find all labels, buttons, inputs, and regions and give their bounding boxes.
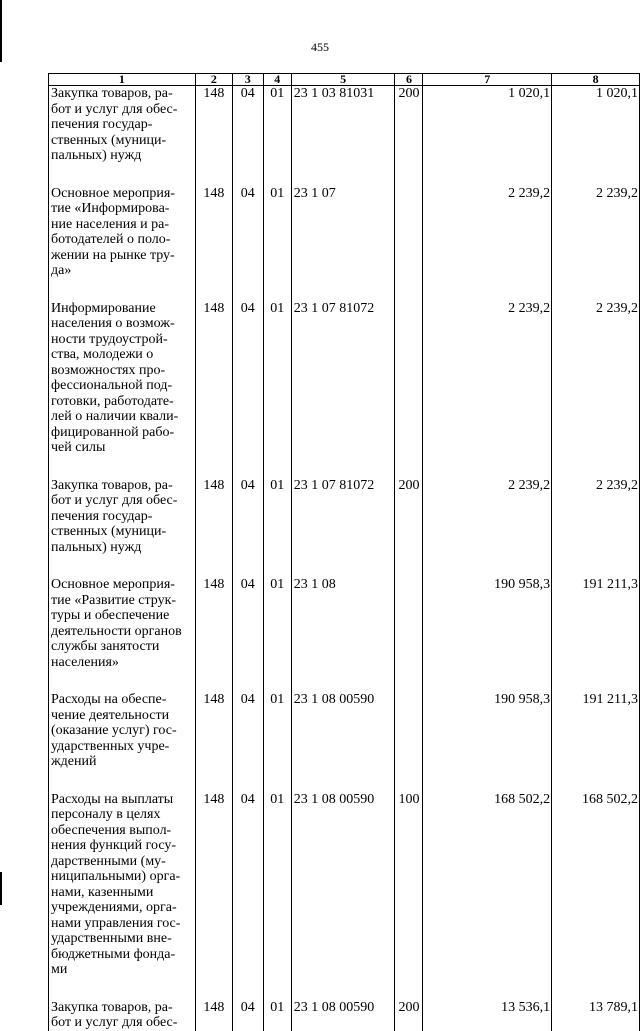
- section-code: 04: [232, 1000, 263, 1031]
- table-row: [49, 301, 640, 478]
- ministry-code: 148: [195, 478, 232, 578]
- amount-year-1: 1 020,1: [423, 86, 552, 186]
- amount-year-2: 1 020,1: [552, 86, 640, 186]
- column-header: 5: [291, 74, 395, 86]
- ministry-code: 148: [195, 301, 232, 478]
- amount-year-1: 2 239,2: [423, 301, 552, 478]
- amount-year-2: 2 239,2: [552, 186, 640, 301]
- target-article-code: 23 1 08 00590: [291, 1000, 395, 1031]
- subsection-code: 01: [263, 1000, 291, 1031]
- subsection-code: 01: [263, 577, 291, 692]
- section-code: 04: [232, 792, 263, 1000]
- table-row: [49, 186, 640, 301]
- left-edge-mark: [0, 872, 2, 905]
- section-code: 04: [232, 301, 263, 478]
- amount-year-2: 191 211,3: [552, 577, 640, 692]
- expense-type-code: 200: [395, 478, 423, 578]
- amount-year-2: 191 211,3: [552, 692, 640, 792]
- target-article-code: 23 1 07: [291, 186, 395, 301]
- table-row: [49, 577, 640, 692]
- ministry-code: 148: [195, 1000, 232, 1031]
- table-row: [49, 1000, 640, 1031]
- column-header: 3: [232, 74, 263, 86]
- target-article-code: 23 1 08 00590: [291, 692, 395, 792]
- header-row: [49, 74, 640, 86]
- amount-year-1: 190 958,3: [423, 692, 552, 792]
- row-name: Информирование населения о возмож- ности трудоустрой- ства, молодежи о возможностях про- фессиональной под- готовки, работодате- лей о наличии квали- фицированной рабо- чей силы: [49, 301, 196, 478]
- row-name: Основное мероприя- тие «Информирова- ние населения и ра- ботодателей о поло- жении на рынке тру- да»: [49, 186, 196, 301]
- page-number: 455: [311, 40, 329, 54]
- expense-type-code: 200: [395, 1000, 423, 1031]
- target-article-code: 23 1 08: [291, 577, 395, 692]
- column-header: 7: [423, 74, 552, 86]
- row-name: Закупка товаров, ра- бот и услуг для обес-: [49, 1000, 196, 1031]
- column-header: 1: [49, 74, 196, 86]
- target-article-code: 23 1 03 81031: [291, 86, 395, 186]
- amount-year-1: 2 239,2: [423, 478, 552, 578]
- ministry-code: 148: [195, 186, 232, 301]
- column-header: 8: [552, 74, 640, 86]
- amount-year-2: 168 502,2: [552, 792, 640, 1000]
- row-name: Закупка товаров, ра- бот и услуг для обес- печения государ- ственных (муници- пальных) нужд: [49, 86, 196, 186]
- section-code: 04: [232, 186, 263, 301]
- amount-year-1: 2 239,2: [423, 186, 552, 301]
- target-article-code: 23 1 07 81072: [291, 301, 395, 478]
- expense-type-code: 100: [395, 792, 423, 1000]
- amount-year-2: 2 239,2: [552, 478, 640, 578]
- expense-type-code: [395, 301, 423, 478]
- expense-type-code: [395, 577, 423, 692]
- column-header: 6: [395, 74, 423, 86]
- column-header: 2: [195, 74, 232, 86]
- amount-year-2: 13 789,1: [552, 1000, 640, 1031]
- ministry-code: 148: [195, 792, 232, 1000]
- expense-type-code: 200: [395, 86, 423, 186]
- target-article-code: 23 1 08 00590: [291, 792, 395, 1000]
- ministry-code: 148: [195, 692, 232, 792]
- subsection-code: 01: [263, 478, 291, 578]
- expense-type-code: [395, 186, 423, 301]
- section-code: 04: [232, 478, 263, 578]
- ministry-code: 148: [195, 86, 232, 186]
- amount-year-1: 13 536,1: [423, 1000, 552, 1031]
- subsection-code: 01: [263, 692, 291, 792]
- table-row: [49, 692, 640, 792]
- row-name: Расходы на обеспе- чение деятельности (оказание услуг) гос- ударственных учре- ждений: [49, 692, 196, 792]
- subsection-code: 01: [263, 86, 291, 186]
- table-row: [49, 86, 640, 186]
- amount-year-2: 2 239,2: [552, 301, 640, 478]
- expense-type-code: [395, 692, 423, 792]
- section-code: 04: [232, 86, 263, 186]
- budget-table: [48, 73, 640, 1031]
- subsection-code: 01: [263, 792, 291, 1000]
- section-code: 04: [232, 577, 263, 692]
- section-code: 04: [232, 692, 263, 792]
- target-article-code: 23 1 07 81072: [291, 478, 395, 578]
- row-name: Расходы на выплаты персоналу в целях обеспечения выпол- нения функций госу- дарственными (му- ниципальными) орга- нами, казенными учреждениями, орга- нами управления гос- ударственными вне- бюджетными фонда- ми: [49, 792, 196, 1000]
- table-row: [49, 792, 640, 1000]
- table-row: [49, 478, 640, 578]
- subsection-code: 01: [263, 186, 291, 301]
- amount-year-1: 168 502,2: [423, 792, 552, 1000]
- subsection-code: 01: [263, 301, 291, 478]
- row-name: Закупка товаров, ра- бот и услуг для обес- печения государ- ственных (муници- пальных) нужд: [49, 478, 196, 578]
- row-name: Основное мероприя- тие «Развитие струк- туры и обеспечение деятельности органов службы занятости населения»: [49, 577, 196, 692]
- ministry-code: 148: [195, 577, 232, 692]
- amount-year-1: 190 958,3: [423, 577, 552, 692]
- column-header: 4: [263, 74, 291, 86]
